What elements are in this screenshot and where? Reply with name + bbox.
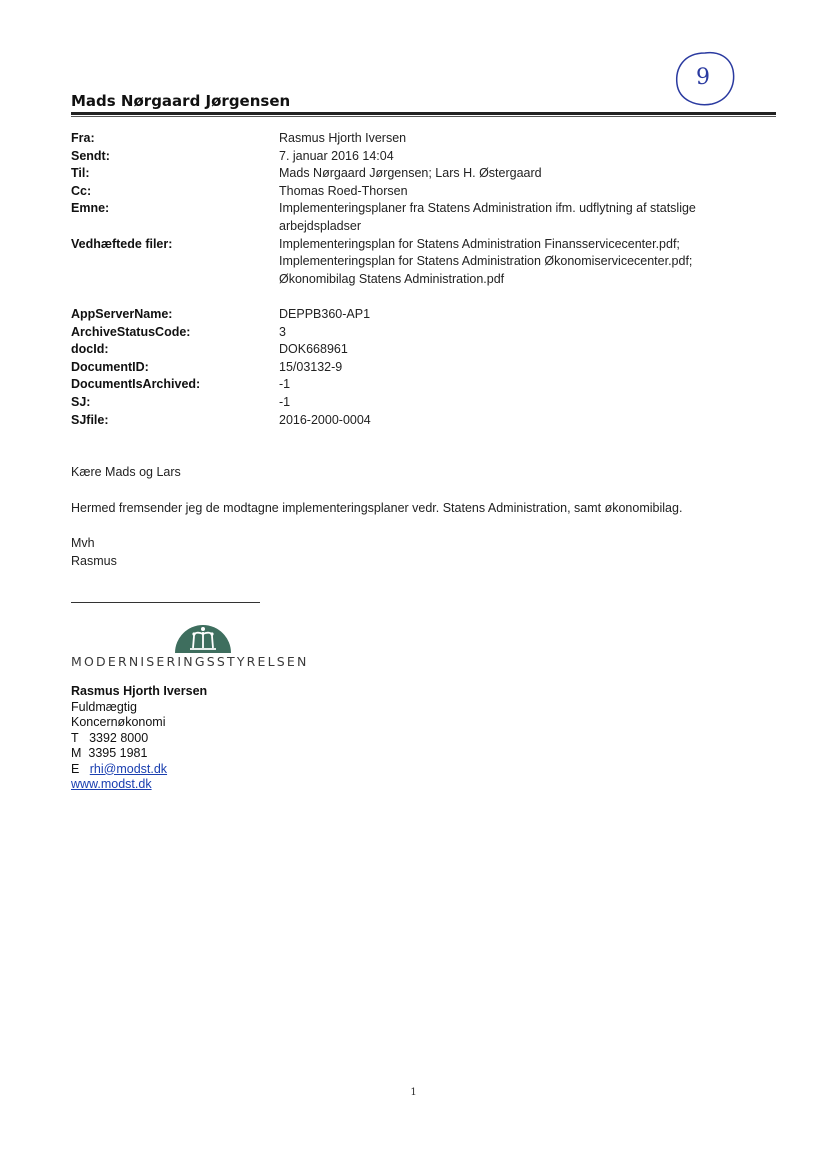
closing: Mvh (71, 536, 95, 551)
meta-value-line: 3 (279, 324, 286, 339)
meta-row (71, 324, 761, 342)
meta-value-line: -1 (279, 394, 291, 409)
signature-department: Koncernøkonomi (71, 715, 166, 729)
meta-value-line: 2016-2000-0004 (279, 412, 371, 427)
meta-value (279, 306, 761, 324)
meta-row (71, 341, 761, 359)
signature-divider (71, 602, 260, 603)
handwritten-page-stamp (672, 48, 738, 110)
meta-label: Sendt: (71, 148, 110, 163)
meta-value (279, 376, 761, 394)
signature-phone: T 3392 8000 (71, 730, 149, 745)
meta-value (279, 324, 761, 342)
meta-value (279, 412, 761, 430)
signature-title: Fuldmægtig (71, 699, 137, 714)
meta-value (279, 183, 761, 201)
meta-label: DocumentID: (71, 359, 149, 374)
meta-value-line: DEPPB360-AP1 (279, 306, 371, 321)
meta-row (71, 306, 761, 324)
meta-value-line: 7. januar 2016 14:04 (279, 148, 394, 163)
meta-label: docId: (71, 342, 109, 357)
greeting: Kære Mads og Lars (71, 465, 181, 479)
email-link[interactable]: rhi@modst.dk (89, 761, 168, 776)
meta-value (279, 165, 761, 183)
logo-wordmark: MODERNISERINGSSTYRELSEN (71, 654, 309, 669)
meta-label: AppServerName: (71, 306, 173, 321)
meta-label: Vedhæftede filer: (71, 236, 173, 251)
meta-value-line: Implementeringsplan for Statens Administration Finansservicecenter.pdf; (279, 236, 680, 251)
crown-logo-icon (173, 620, 233, 654)
header-rule-thin (71, 116, 776, 117)
stamp-number: 9 (696, 65, 710, 90)
meta-value-line: 15/03132-9 (279, 359, 343, 374)
meta-value (279, 394, 761, 412)
signature-block (71, 684, 207, 793)
meta-row (71, 165, 761, 183)
meta-row (71, 200, 761, 235)
meta-value-line: Økonomibilag Statens Administration.pdf (279, 271, 505, 286)
meta-label: Cc: (71, 183, 92, 198)
meta-label: ArchiveStatusCode: (71, 324, 191, 339)
meta-label: SJfile: (71, 412, 109, 427)
meta-row (71, 394, 761, 412)
meta-value (279, 130, 761, 148)
email-metadata (71, 130, 761, 429)
signature-mobile: M 3395 1981 (71, 746, 148, 760)
meta-label: Emne: (71, 201, 110, 216)
body-paragraph: Hermed fremsender jeg de modtagne implementeringsplaner vedr. Statens Administration, samt økonomibilag. (71, 500, 683, 515)
meta-value-line: Thomas Roed-Thorsen (279, 183, 408, 198)
email-header-fields (71, 130, 761, 288)
email-body (71, 464, 771, 570)
meta-value-line: DOK668961 (279, 342, 348, 357)
meta-row (71, 412, 761, 430)
meta-label: Til: (71, 166, 90, 181)
meta-value (279, 148, 761, 166)
meta-value-line: Mads Nørgaard Jørgensen; Lars H. Østergaard (279, 166, 542, 181)
meta-value (279, 200, 761, 235)
mailbox-owner-name: Mads Nørgaard Jørgensen (71, 92, 291, 110)
sender-first-name: Rasmus (71, 553, 117, 568)
meta-row (71, 183, 761, 201)
meta-value-line: Rasmus Hjorth Iversen (279, 131, 407, 145)
website-link[interactable]: www.modst.dk (71, 777, 152, 791)
meta-value (279, 341, 761, 359)
meta-value (279, 236, 761, 289)
meta-row (71, 359, 761, 377)
meta-label: DocumentIsArchived: (71, 377, 201, 392)
meta-row (71, 130, 761, 148)
archive-fields (71, 306, 761, 429)
meta-row (71, 376, 761, 394)
meta-row (71, 148, 761, 166)
meta-value-line: Implementeringsplan for Statens Administration Økonomiservicecenter.pdf; (279, 254, 693, 269)
meta-label: SJ: (71, 394, 91, 409)
meta-row (71, 236, 761, 289)
meta-value-line: -1 (279, 377, 291, 392)
meta-value-line: Implementeringsplaner fra Statens Administration ifm. udflytning af statslige (279, 201, 696, 216)
header-rule (71, 112, 776, 115)
page-number: 1 (410, 1087, 417, 1098)
meta-label: Fra: (71, 131, 95, 145)
meta-value (279, 359, 761, 377)
signature-name: Rasmus Hjorth Iversen (71, 684, 208, 698)
signature-email: E rhi@modst.dk (71, 761, 168, 776)
meta-value-line: arbejdspladser (279, 218, 361, 233)
